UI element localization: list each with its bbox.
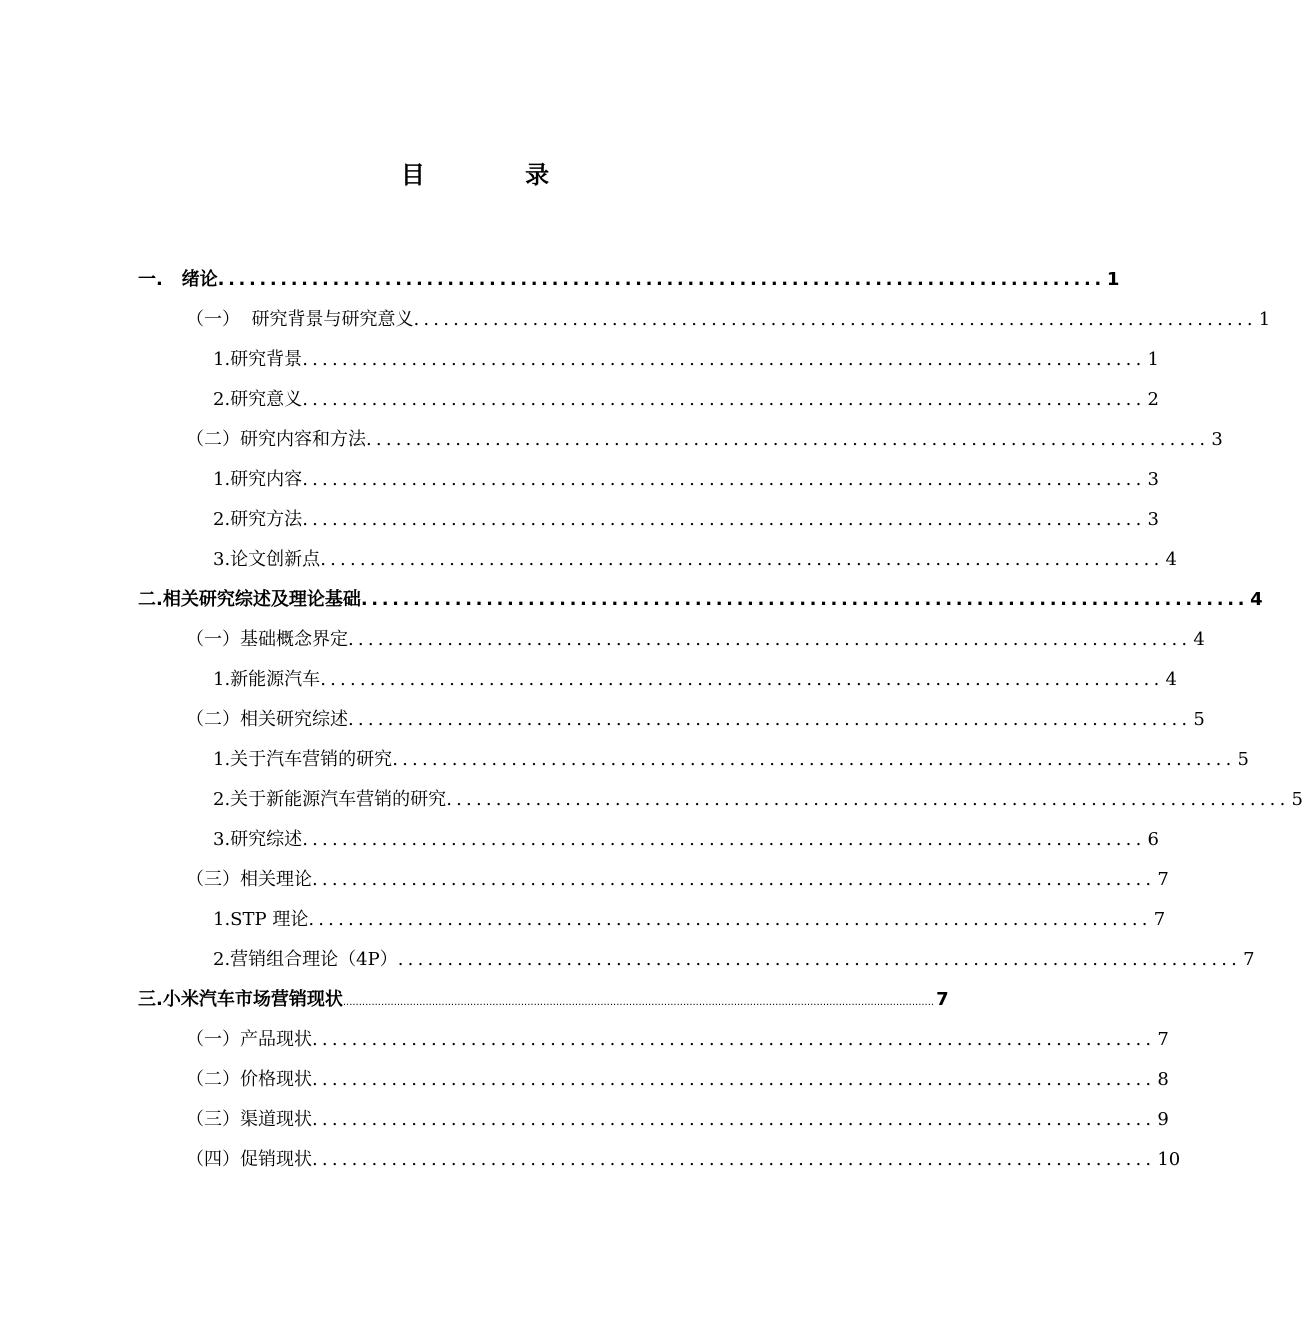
toc-dot-leader: ..................................................................................... bbox=[360, 589, 1249, 610]
toc-entry-label: （一）基础概念界定 bbox=[186, 629, 348, 650]
toc-entry-label: （三）相关理论 bbox=[186, 869, 312, 890]
toc-entry[interactable] bbox=[213, 540, 1177, 580]
toc-page-number: 8 bbox=[1157, 1069, 1169, 1090]
toc-page-number: 7 bbox=[1153, 909, 1166, 930]
toc-page-number: 7 bbox=[1243, 949, 1255, 970]
toc-dot-leader: ..................................................................................... bbox=[348, 709, 1192, 730]
toc-page-number: 10 bbox=[1157, 1149, 1181, 1170]
toc-entry-label: 三.小米汽车市场营销现状 bbox=[138, 989, 343, 1010]
toc-entry[interactable] bbox=[213, 340, 1159, 380]
toc-entry[interactable] bbox=[186, 620, 1205, 660]
toc-dot-leader: ..................................................................................... bbox=[397, 949, 1242, 970]
toc-entry[interactable] bbox=[186, 860, 1169, 900]
toc-entry-label: 3.论文创新点 bbox=[213, 549, 321, 570]
toc-entry-label: 二.相关研究综述及理论基础 bbox=[138, 589, 361, 610]
toc-page-number: 2 bbox=[1147, 389, 1159, 410]
toc-dot-leader: ..................................................................................... bbox=[312, 1029, 1156, 1050]
toc-entry[interactable] bbox=[213, 380, 1159, 420]
toc-dot-leader: ..................................................................................... bbox=[392, 749, 1236, 770]
toc-entry[interactable] bbox=[213, 820, 1159, 860]
toc-entry-label: 一. 绪论 bbox=[138, 269, 218, 290]
toc-entry-label: 1.研究内容 bbox=[213, 469, 303, 490]
toc-entry-label: 2.关于新能源汽车营销的研究 bbox=[213, 789, 447, 810]
toc-entry-label: （一） 研究背景与研究意义 bbox=[186, 309, 414, 330]
toc-dot-leader: ..................................................................................... bbox=[413, 309, 1257, 330]
toc-entry-label: 1.研究背景 bbox=[213, 349, 303, 370]
toc-entry-label: 3.研究综述 bbox=[213, 829, 303, 850]
toc-dot-leader: ..................................................................................... bbox=[302, 829, 1146, 850]
toc-entry-label: （二）相关研究综述 bbox=[186, 709, 348, 730]
toc-entry[interactable] bbox=[186, 700, 1205, 740]
toc-entry[interactable] bbox=[213, 740, 1249, 780]
toc-page-number: 3 bbox=[1147, 509, 1159, 530]
toc-page-number: 6 bbox=[1147, 829, 1159, 850]
toc-dot-leader: ..................................................................................... bbox=[366, 429, 1210, 450]
toc-dot-leader: ..................................................................................... bbox=[217, 269, 1105, 290]
toc-page-number: 1 bbox=[1147, 349, 1159, 370]
toc-entry[interactable] bbox=[186, 1140, 1181, 1180]
toc-dot-leader: ..................................................................................... bbox=[302, 509, 1146, 530]
toc-title: 目 录 bbox=[400, 161, 596, 189]
toc-entry-label: 1.新能源汽车 bbox=[213, 669, 321, 690]
toc-page-number: 4 bbox=[1165, 669, 1177, 690]
toc-entry[interactable] bbox=[213, 660, 1177, 700]
toc-page-number: 7 bbox=[1157, 869, 1169, 890]
toc-dot-leader: ..................................................................................... bbox=[302, 389, 1146, 410]
toc-dot-leader: ..................................................................................... bbox=[308, 909, 1152, 930]
toc-page-number: 3 bbox=[1147, 469, 1159, 490]
toc-entry-label: 2.研究方法 bbox=[213, 509, 303, 530]
toc-entry[interactable] bbox=[186, 300, 1271, 340]
toc-entry[interactable] bbox=[138, 260, 1120, 300]
toc-entry[interactable] bbox=[186, 1100, 1169, 1140]
toc-entry-label: 1.关于汽车营销的研究 bbox=[213, 749, 393, 770]
toc-entry[interactable] bbox=[213, 940, 1255, 980]
toc-entry[interactable] bbox=[213, 460, 1159, 500]
toc-page-number: 4 bbox=[1250, 589, 1263, 610]
toc-page-number: 7 bbox=[1157, 1029, 1169, 1050]
toc-dot-leader: ..................................................................................... bbox=[312, 1149, 1156, 1170]
toc-entry[interactable] bbox=[186, 1020, 1169, 1060]
toc-entry-label: 2.营销组合理论（4P） bbox=[213, 949, 398, 970]
toc-dot-leader: ..................................................................................... bbox=[446, 789, 1290, 810]
toc-dot-leader: ..................................................................................... bbox=[312, 869, 1156, 890]
toc-page-number: 5 bbox=[1193, 709, 1205, 730]
toc-entry[interactable] bbox=[138, 980, 949, 1020]
toc-entry[interactable] bbox=[186, 420, 1223, 460]
toc-entry-label: 2.研究意义 bbox=[213, 389, 303, 410]
toc-page-number: 9 bbox=[1157, 1109, 1169, 1130]
toc-dot-leader: ..................................................................................... bbox=[302, 349, 1146, 370]
toc-entry[interactable] bbox=[186, 1060, 1169, 1100]
toc-entry[interactable] bbox=[213, 780, 1303, 820]
toc-page-number: 4 bbox=[1165, 549, 1177, 570]
toc-page-number: 5 bbox=[1237, 749, 1249, 770]
toc-dot-leader: ..................................................................................... bbox=[312, 1069, 1156, 1090]
toc-entry-label: （一）产品现状 bbox=[186, 1029, 312, 1050]
toc-entry-label: （四）促销现状 bbox=[186, 1149, 312, 1170]
toc-page-number: 4 bbox=[1193, 629, 1205, 650]
toc-entry[interactable] bbox=[213, 500, 1159, 540]
toc-entry[interactable] bbox=[138, 580, 1263, 620]
toc-entry[interactable] bbox=[213, 900, 1166, 940]
toc-page-number: 7 bbox=[936, 989, 949, 1010]
toc-dot-leader: ..................................................................................... bbox=[320, 549, 1164, 570]
toc-dot-leader: ..................................................................................... bbox=[312, 1109, 1156, 1130]
toc-dot-leader: .......................................................................................................................................................................................... bbox=[342, 997, 935, 1008]
toc-dot-leader: ..................................................................................... bbox=[320, 669, 1164, 690]
toc-dot-leader: ..................................................................................... bbox=[348, 629, 1192, 650]
toc-entry-label: （三）渠道现状 bbox=[186, 1109, 312, 1130]
toc-entry-label: （二）研究内容和方法 bbox=[186, 429, 366, 450]
toc-entry-label: 1.STP 理论 bbox=[213, 909, 309, 930]
toc-page-number: 3 bbox=[1211, 429, 1223, 450]
toc-page-number: 5 bbox=[1291, 789, 1303, 810]
toc-entry-label: （二）价格现状 bbox=[186, 1069, 312, 1090]
toc-page-number: 1 bbox=[1106, 269, 1120, 290]
toc-page-number: 1 bbox=[1258, 309, 1271, 330]
toc-dot-leader: ..................................................................................... bbox=[302, 469, 1146, 490]
